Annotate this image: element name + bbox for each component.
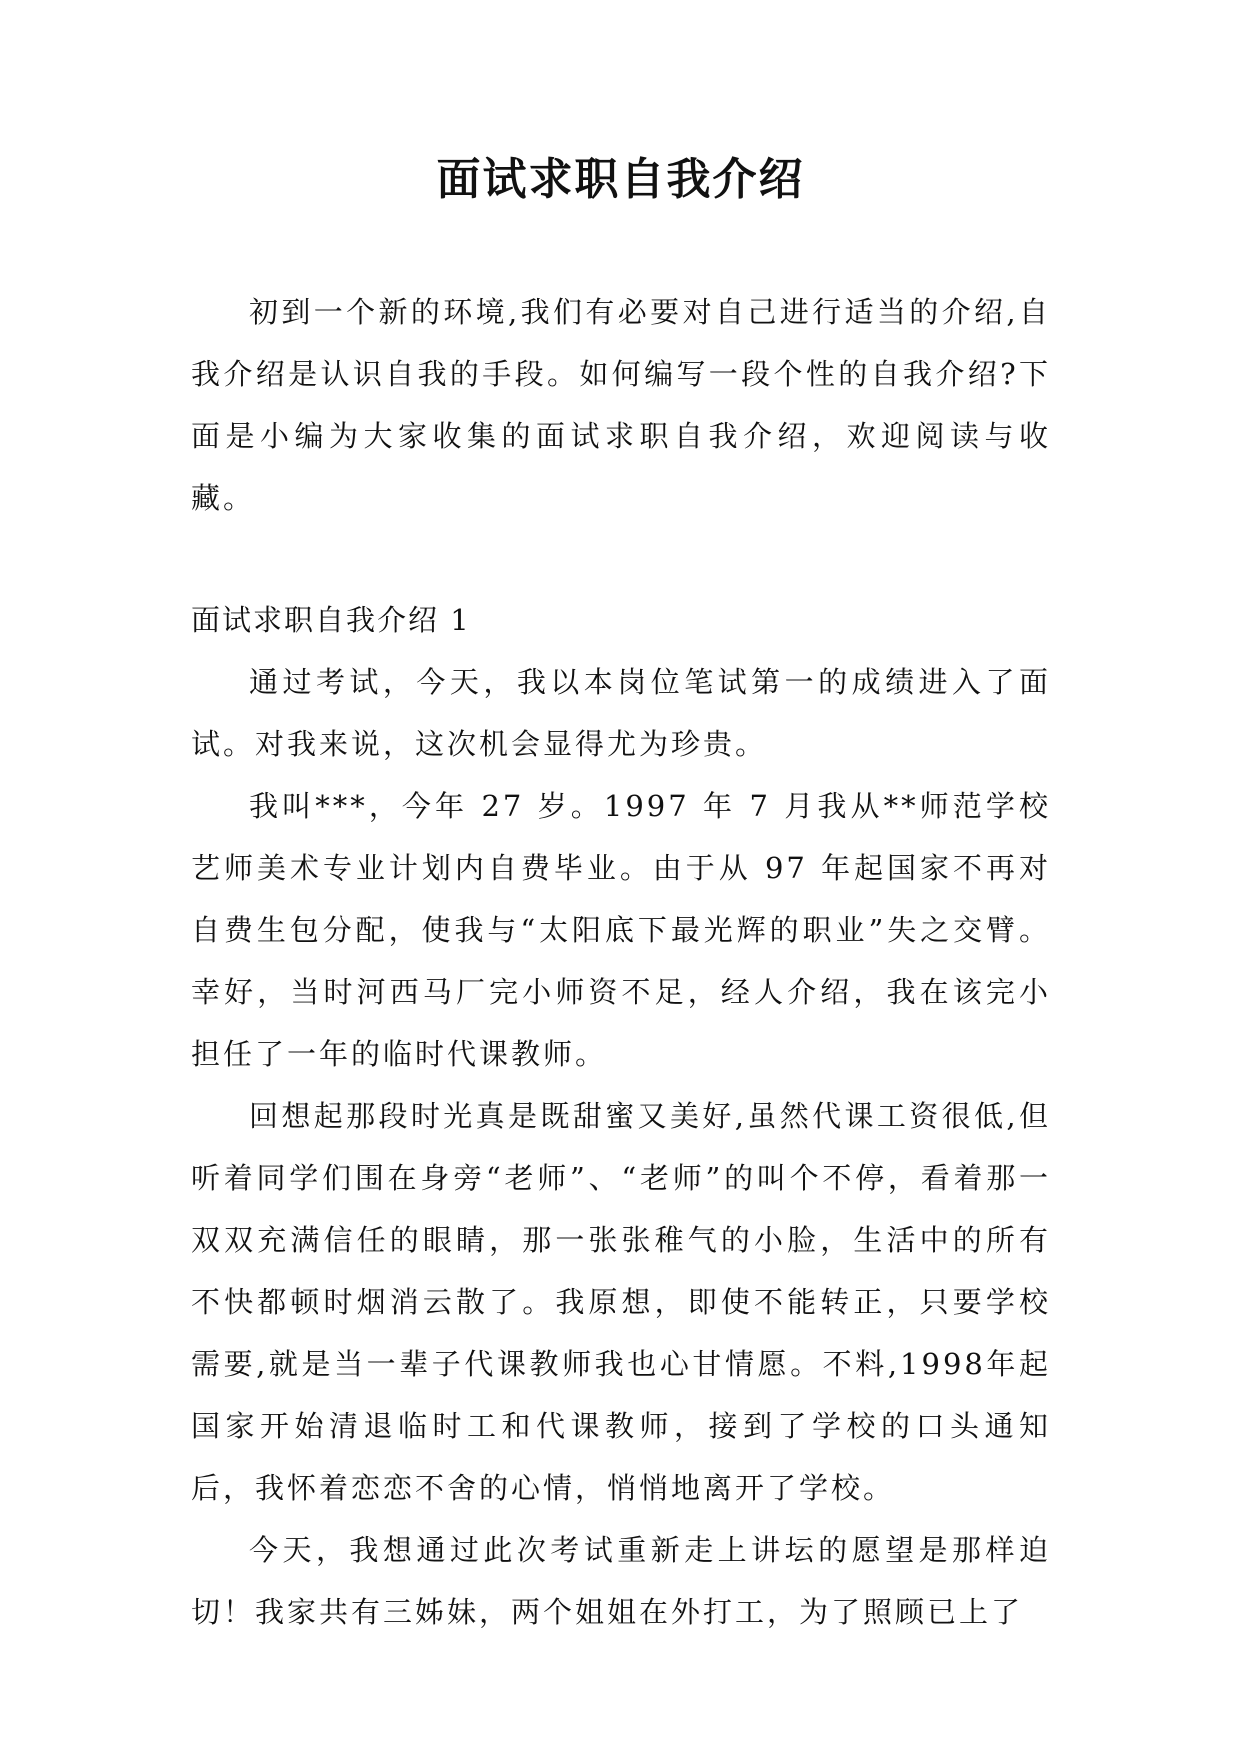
document-title: 面试求职自我介绍	[436, 154, 805, 205]
body-paragraph: 我叫***，今年 27 岁。1997 年 7 月我从**师范学校艺师美术专业计划内自费毕业。由于从 97 年起国家不再对自费生包分配，使我与“太阳底下最光辉的职业”失之交臂。幸好，当时河西马厂完小师资不足，经人介绍，我在该完小担任了一年的临时代课教师。	[191, 789, 1051, 1071]
document-body	[191, 281, 1051, 1643]
body-paragraph: 通过考试，今天，我以本岗位笔试第一的成绩进入了面试。对我来说，这次机会显得尤为珍贵。	[191, 665, 1051, 761]
section-spacer	[191, 529, 1051, 589]
section-heading: 面试求职自我介绍 1	[191, 603, 471, 637]
intro-paragraph: 初到一个新的环境,我们有必要对自己进行适当的介绍,自我介绍是认识自我的手段。如何编写一段个性的自我介绍?下面是小编为大家收集的面试求职自我介绍，欢迎阅读与收藏。	[191, 295, 1051, 515]
body-paragraph: 回想起那段时光真是既甜蜜又美好,虽然代课工资很低,但听着同学们围在身旁“老师”、“老师”的叫个不停，看着那一双双充满信任的眼睛，那一张张稚气的小脸，生活中的所有不快都顿时烟消云散了。我原想，即使不能转正，只要学校需要,就是当一辈子代课教师我也心甘情愿。不料,1998年起国家开始清退临时工和代课教师，接到了学校的口头通知后，我怀着恋恋不舍的心情，悄悄地离开了学校。	[191, 1099, 1051, 1505]
body-paragraph: 今天，我想通过此次考试重新走上讲坛的愿望是那样迫切！我家共有三姊妹，两个姐姐在外打工，为了照顾已上了	[191, 1533, 1051, 1629]
